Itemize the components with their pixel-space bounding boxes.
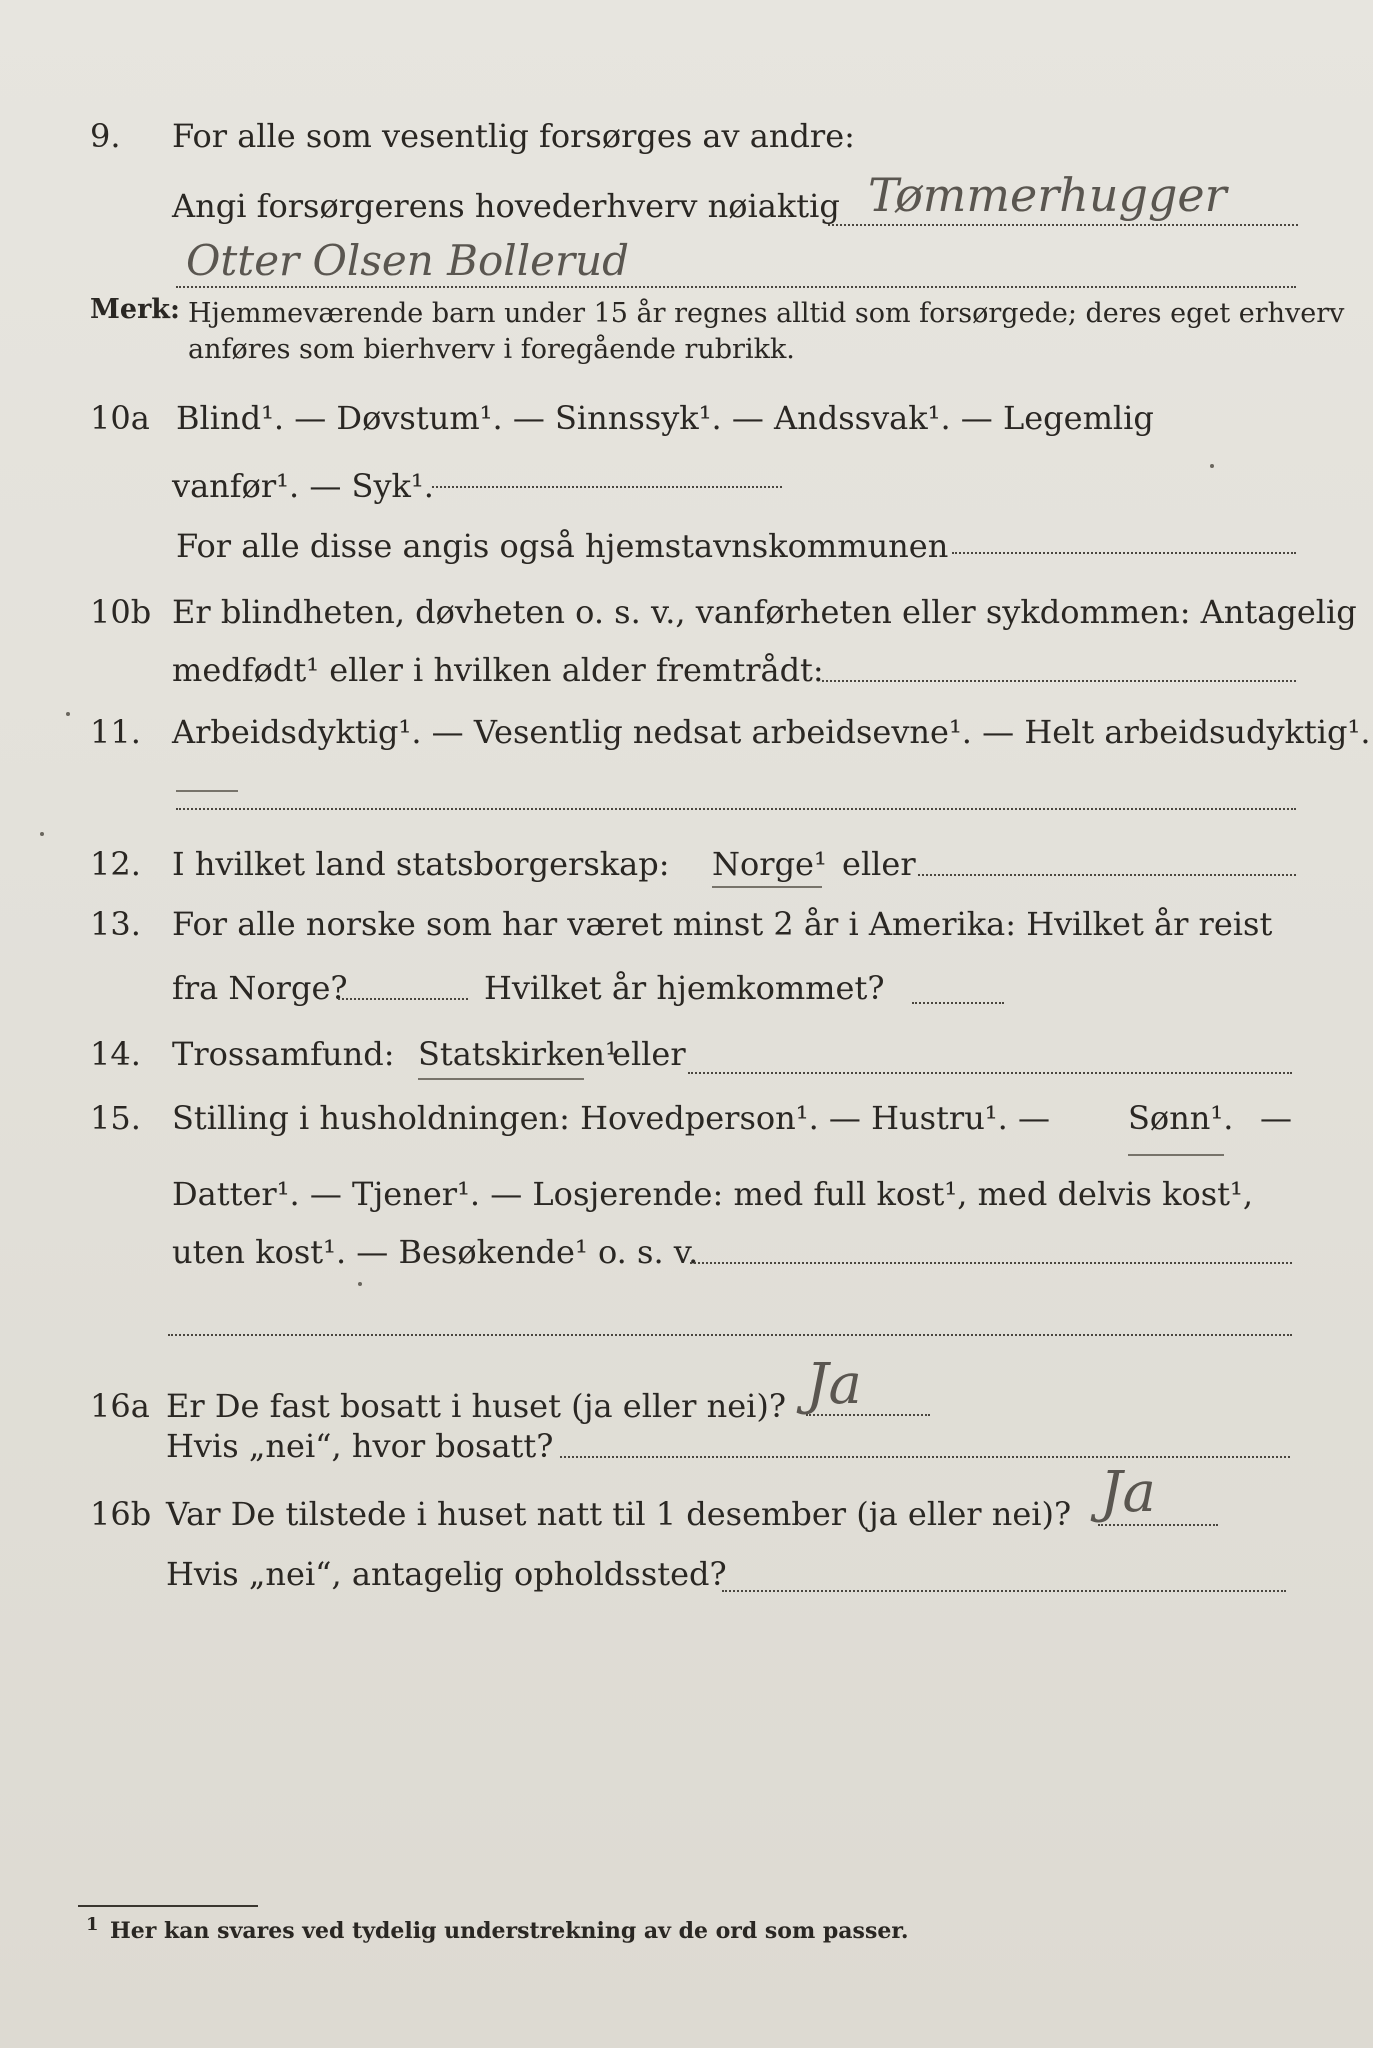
q16a-answer-handwriting: Ja [806,1352,862,1417]
q13-year-returned-field[interactable] [912,1002,1004,1004]
q13-text2b: Hvilket år hjemkommet? [484,969,885,1007]
q16b-text1: Var De tilstede i huset natt til 1 desember (ja eller nei)? [166,1495,1072,1533]
q10a-text3: For alle disse angis også hjemstavnskommunen [176,527,949,565]
q16a-answer-field[interactable] [806,1414,930,1416]
q12-prefix: I hvilket land statsborgerskap: [172,845,670,883]
q11-text: Arbeidsdyktig¹. — Vesentlig nedsat arbeidsevne¹. — Helt arbeidsudyktig¹. [172,713,1371,751]
q10b-number: 10b [90,593,152,631]
q16a-text1: Er De fast bosatt i huset (ja eller nei)? [166,1387,787,1425]
q16b-line2 [0,1548,1373,1600]
q13-text1: For alle norske som har været minst 2 år i Amerika: Hvilket år reist [172,905,1273,943]
q15-extra-field[interactable] [168,1334,1292,1336]
paper-speck [358,1282,362,1286]
q10b-onset-field[interactable] [822,680,1296,682]
merk-line2: anføres som bierhverv i foregående rubrikk. [188,334,795,365]
q16b-line1 [0,1488,1373,1540]
q10a-text2: vanfør¹. — Syk¹. [172,467,434,505]
q14-suffix: eller [612,1035,686,1073]
q16b-answer-field[interactable] [1098,1524,1218,1526]
q12-number: 12. [90,845,141,883]
q15-son-underline [1128,1154,1224,1156]
q12-citizenship-field[interactable] [918,874,1296,876]
q15-number: 15. [90,1099,141,1137]
q10a-sick-field[interactable] [432,486,782,488]
merk-label: Merk: [90,294,180,325]
q12-norway-underline [712,886,822,888]
q16a-residence-field[interactable] [560,1456,1290,1458]
q9-line1 [0,110,1373,162]
q15-text1c: — [1260,1099,1292,1137]
q15-text2: Datter¹. — Tjener¹. — Losjerende: med full kost¹, med delvis kost¹, [172,1175,1254,1213]
q15-option-son: Sønn¹. [1128,1099,1234,1137]
q10b-text1: Er blindheten, døvheten o. s. v., vanførheten eller sykdommen: Antagelig [172,593,1357,631]
q16b-text2: Hvis „nei“, antagelig opholdssted? [166,1555,727,1593]
q10a-home-municipality-field[interactable] [952,552,1296,554]
q15-text3: uten kost¹. — Besøkende¹ o. s. v. [172,1233,699,1271]
q13-line2 [0,962,1373,1014]
q15-other-field[interactable] [690,1262,1292,1264]
q13-text2a: fra Norge? [172,969,348,1007]
q16b-whereabouts-field[interactable] [722,1590,1286,1592]
q10a-line3 [0,520,1373,572]
q13-line1 [0,898,1373,950]
q12-option-norway: Norge¹ [712,845,827,883]
q9-occupation-handwriting: Tømmerhugger [868,168,1227,222]
q10a-text1: Blind¹. — Døvstum¹. — Sinnssyk¹. — Andssvak¹. — Legemlig [176,399,1154,437]
q10b-line1 [0,586,1373,638]
q10b-line2 [0,644,1373,696]
q9-number: 9. [90,117,121,155]
q16b-answer-handwriting: Ja [1100,1460,1156,1525]
q13-year-left-field[interactable] [338,998,468,1000]
q10a-number: 10a [90,399,150,437]
q13-number: 13. [90,905,141,943]
q11-number: 11. [90,713,141,751]
footnote-text: Her kan svares ved tydelig understrekning av de ord som passer. [110,1918,909,1944]
q15-line1 [0,1092,1373,1144]
q16b-number: 16b [90,1495,152,1533]
q14-state-church-underline [418,1078,584,1080]
q14-prefix: Trossamfund: [172,1035,395,1073]
q11-underline-mark [176,790,238,792]
footnote-rule [78,1905,258,1907]
merk-line1: Hjemmeværende barn under 15 år regnes alltid som forsørgede; deres eget erhverv [188,298,1345,329]
q9-provider-name-handwriting: Otter Olsen Bollerud [186,236,630,285]
q11-field[interactable] [176,808,1296,810]
paper-speck [40,832,44,836]
q11-line1 [0,706,1373,758]
q12-suffix: eller [842,845,916,883]
paper-speck [1210,464,1214,468]
q9-occupation-label: Angi forsørgerens hovederhverv nøiaktig [172,187,840,225]
q14-number: 14. [90,1035,141,1073]
q16a-number: 16a [90,1387,150,1425]
q9-occupation-field[interactable] [828,224,1298,226]
q16a-line2 [0,1420,1373,1472]
q9-text: For alle som vesentlig forsørges av andre: [172,117,855,155]
q14-option-state-church: Statskirken¹ [418,1035,618,1073]
footnote-mark: 1 [86,1914,99,1935]
q14-religion-field[interactable] [688,1072,1292,1074]
q10a-line1 [0,392,1373,444]
q15-line2 [0,1168,1373,1220]
q15-text1a: Stilling i husholdningen: Hovedperson¹. — Hustru¹. — [172,1099,1050,1137]
q9-provider-name-field[interactable] [176,286,1296,288]
q12-line1 [0,838,1373,890]
q10b-text2: medfødt¹ eller i hvilken alder fremtrådt: [172,651,824,689]
paper-speck [66,712,70,716]
q15-line3 [0,1226,1373,1278]
q16a-text2: Hvis „nei“, hvor bosatt? [166,1427,554,1465]
